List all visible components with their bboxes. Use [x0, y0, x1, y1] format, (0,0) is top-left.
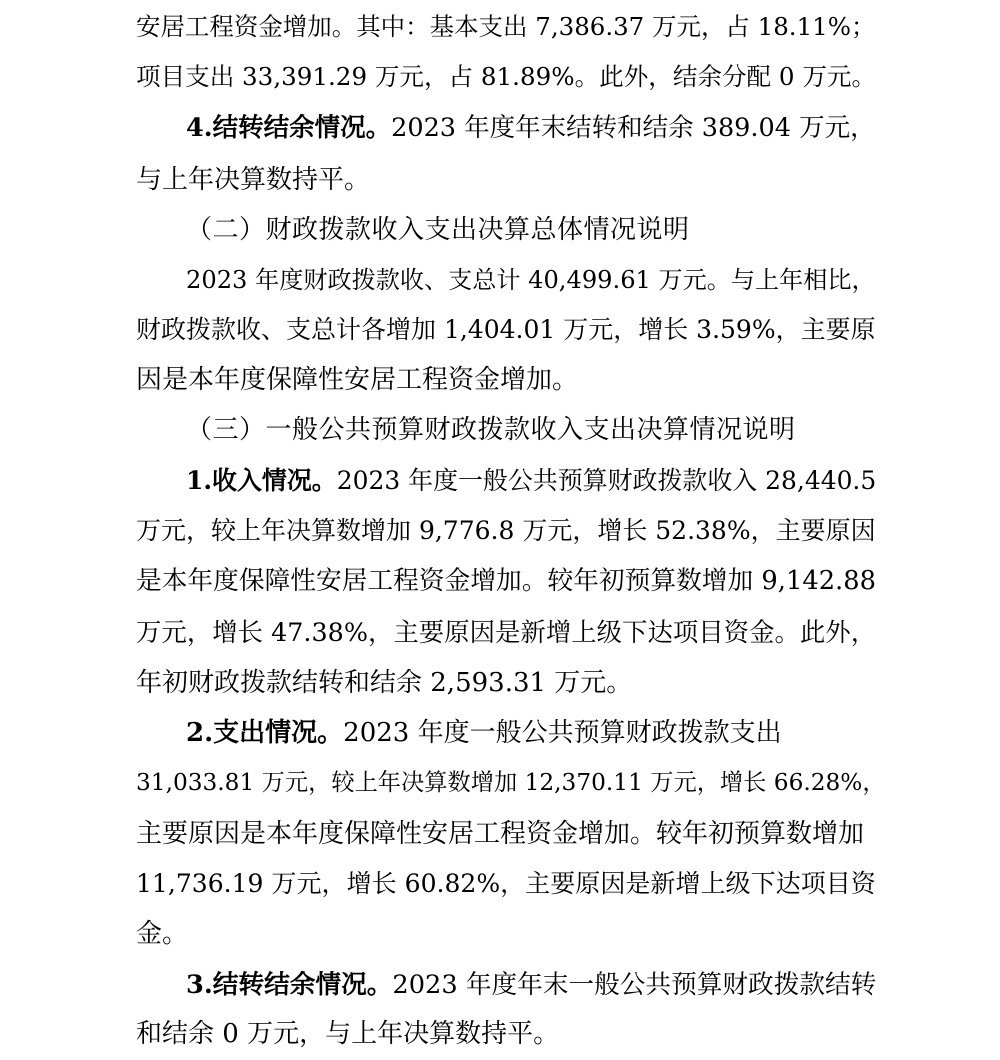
text-line — [186, 254, 876, 306]
text-line — [186, 455, 876, 507]
text-line — [186, 707, 876, 759]
paragraph-text: 2023 年度年末一般公共预算财政拨款结转 — [392, 970, 877, 1000]
text-line — [136, 858, 876, 910]
paragraph-text: 主要原因是本年度保障性安居工程资金增加。较年初预算数增加 — [136, 819, 865, 849]
text-line — [136, 1, 876, 53]
heading-text: （二）财政拨款收入支出决算总体情况说明 — [186, 215, 690, 245]
paragraph-text: 2023 年度一般公共预算财政拨款支出 — [343, 718, 782, 748]
text-line — [136, 757, 886, 809]
paragraph-text: 和结余 0 万元，与上年决算数持平。 — [136, 1019, 560, 1049]
section-lead: 2.支出情况。 — [186, 718, 344, 748]
text-line — [186, 102, 876, 154]
paragraph-text: 项目支出 33,391.29 万元，占 81.89%。此外，结余分配 0 万元。 — [136, 62, 877, 91]
text-line — [136, 304, 876, 356]
paragraph-text: 金。 — [136, 919, 189, 949]
paragraph-text: 因是本年度保障性安居工程资金增加。 — [136, 365, 579, 395]
text-line — [136, 908, 876, 960]
text-line — [186, 959, 876, 1011]
text-line — [136, 555, 876, 607]
section-heading — [186, 204, 876, 256]
section-heading — [186, 404, 876, 456]
paragraph-text: 2023 年度年末结转和结余 389.04 万元， — [391, 113, 876, 143]
paragraph-text: 安居工程资金增加。其中：基本支出 7,386.37 万元，占 18.11%； — [136, 12, 876, 41]
paragraph-text: 11,736.19 万元，增长 60.82%，主要原因是新增上级下达项目资 — [136, 869, 876, 898]
text-line — [136, 154, 876, 206]
paragraph-text: 2023 年度一般公共预算财政拨款收入 28,440.5 — [336, 466, 877, 495]
paragraph-text: 2023 年度财政拨款收、支总计 40,499.61 万元。与上年相比， — [186, 266, 876, 294]
section-lead: 4.结转结余情况。 — [186, 113, 392, 143]
text-line — [136, 657, 876, 709]
text-line — [136, 606, 876, 658]
text-line — [136, 1008, 876, 1060]
text-line — [136, 51, 876, 103]
heading-text: （三）一般公共预算财政拨款收入支出决算情况说明 — [186, 415, 796, 445]
section-lead: 3.结转结余情况。 — [186, 970, 393, 1000]
text-line — [136, 354, 876, 406]
section-lead: 1.收入情况。 — [186, 466, 337, 495]
text-line — [136, 505, 876, 557]
paragraph-text: 万元，增长 47.38%，主要原因是新增上级下达项目资金。此外， — [136, 617, 877, 647]
paragraph-text: 与上年决算数持平。 — [136, 165, 371, 195]
text-line — [136, 808, 876, 860]
paragraph-text: 财政拨款收、支总计各增加 1,404.01 万元，增长 3.59%，主要原 — [136, 315, 876, 344]
paragraph-text: 万元，较上年决算数增加 9,776.8 万元，增长 52.38%，主要原因 — [136, 516, 876, 545]
paragraph-text: 是本年度保障性安居工程资金增加。较年初预算数增加 9,142.88 — [136, 566, 876, 596]
paragraph-text: 年初财政拨款结转和结余 2,593.31 万元。 — [136, 668, 633, 698]
paragraph-text: 31,033.81 万元，较上年决算数增加 12,370.11 万元，增长 66.28%， — [136, 769, 886, 796]
